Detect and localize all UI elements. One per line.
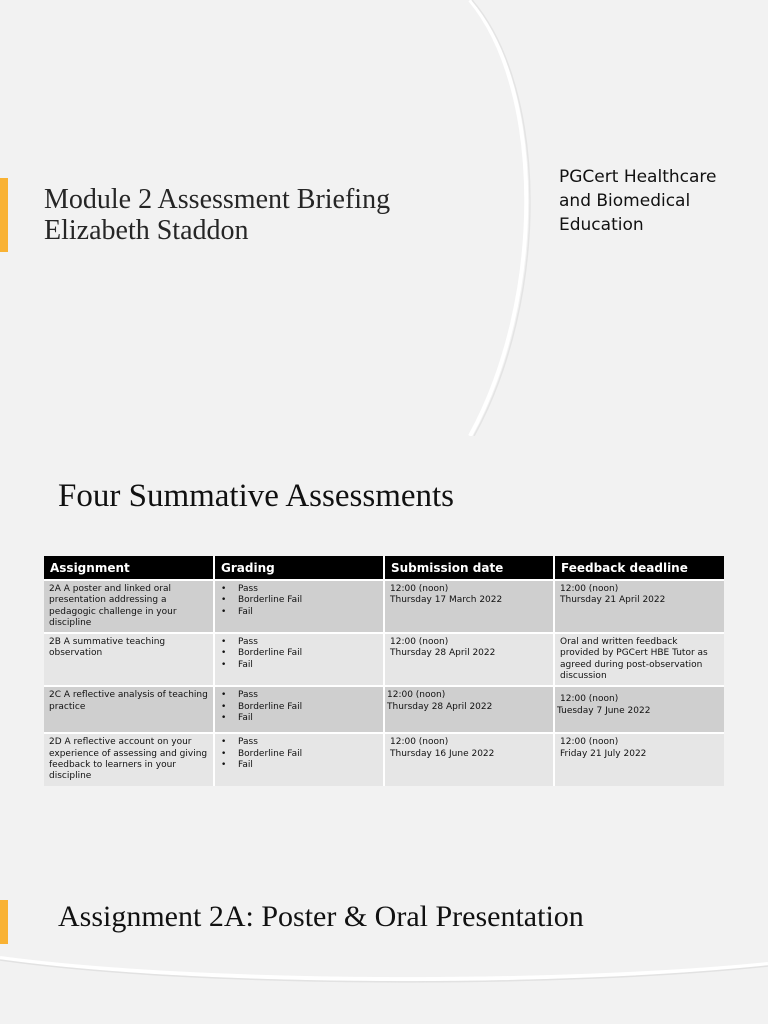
feedback-line-1: 12:00 (noon) <box>560 737 619 748</box>
submission-cell <box>384 580 554 633</box>
grading-item: • Borderline Fail <box>238 702 378 713</box>
assignment-cell: 2D A reflective account on your experience of assessing and giving feedback to learners in your discipline <box>44 733 214 785</box>
decorative-arc <box>0 860 768 1024</box>
feedback-cell <box>554 686 724 733</box>
subtitle-line-3: Education <box>559 215 644 235</box>
grading-item: • Fail <box>238 607 378 618</box>
assignment-2a-slide <box>0 860 768 1024</box>
table-row <box>44 686 724 733</box>
grading-cell <box>214 733 384 785</box>
assessments-slide <box>0 436 768 860</box>
submission-cell <box>384 633 554 686</box>
slide-title-line-1: Module 2 Assessment Briefing <box>44 184 391 215</box>
slide-title: Assignment 2A: Poster & Oral Presentation <box>58 900 584 933</box>
grading-item: • Fail <box>238 760 378 771</box>
grading-list <box>220 584 378 618</box>
feedback-cell <box>554 633 724 686</box>
assignment-cell: 2C A reflective analysis of teaching practice <box>44 686 214 733</box>
grading-item: • Borderline Fail <box>238 749 378 760</box>
grading-item: • Fail <box>238 660 378 671</box>
title-slide <box>0 0 768 436</box>
submission-cell <box>384 733 554 785</box>
slide-title: Four Summative Assessments <box>58 478 455 514</box>
slide-subtitle <box>559 165 749 237</box>
grading-item: • Pass <box>238 637 378 648</box>
table-row <box>44 733 724 785</box>
accent-bar <box>0 178 8 252</box>
feedback-cell <box>554 733 724 785</box>
table-row <box>44 580 724 633</box>
grading-item: • Borderline Fail <box>238 595 378 606</box>
feedback-line-2: Tuesday 7 June 2022 <box>557 705 651 716</box>
slide-title <box>44 184 390 246</box>
assessments-table <box>44 556 724 786</box>
feedback-line-1: 12:00 (noon) <box>560 584 619 594</box>
column-header: Grading <box>214 556 384 580</box>
feedback-line-1: Oral and written feedback provided by PGCert HBE Tutor as agreed during post-observation discussion <box>560 637 708 682</box>
submission-time: 12:00 (noon) <box>390 637 449 648</box>
submission-date: Thursday 17 March 2022 <box>390 595 503 606</box>
grading-list <box>220 637 378 671</box>
submission-time: 12:00 (noon) <box>390 584 449 594</box>
subtitle-line-2: and Biomedical <box>559 191 691 211</box>
submission-time: 12:00 (noon) <box>387 690 446 701</box>
submission-date: Thursday 16 June 2022 <box>390 748 495 759</box>
submission-cell <box>384 686 554 733</box>
table-header-row <box>44 556 724 580</box>
assignment-cell: 2B A summative teaching observation <box>44 633 214 686</box>
submission-date: Thursday 28 April 2022 <box>387 701 493 712</box>
feedback-line-2: Friday 21 July 2022 <box>560 748 647 759</box>
grading-list <box>220 690 378 724</box>
grading-item: • Pass <box>238 584 378 595</box>
grading-item: • Pass <box>238 737 378 748</box>
submission-time: 12:00 (noon) <box>390 737 449 748</box>
column-header: Submission date <box>384 556 554 580</box>
table-row <box>44 633 724 686</box>
feedback-cell <box>554 580 724 633</box>
grading-cell <box>214 686 384 733</box>
column-header: Feedback deadline <box>554 556 724 580</box>
feedback-line-1: 12:00 (noon) <box>560 694 619 705</box>
accent-bar <box>0 900 8 944</box>
subtitle-line-1: PGCert Healthcare <box>559 167 717 187</box>
feedback-line-2: Thursday 21 April 2022 <box>560 595 666 606</box>
submission-date: Thursday 28 April 2022 <box>390 648 496 659</box>
column-header: Assignment <box>44 556 214 580</box>
grading-cell <box>214 580 384 633</box>
slide-title-line-2: Elizabeth Staddon <box>44 215 249 246</box>
grading-item: • Fail <box>238 713 378 724</box>
grading-cell <box>214 633 384 686</box>
grading-list <box>220 737 378 771</box>
assignment-cell: 2A A poster and linked oral presentation addressing a pedagogic challenge in your discipline <box>44 580 214 633</box>
grading-item: • Borderline Fail <box>238 648 378 659</box>
grading-item: • Pass <box>238 690 378 701</box>
